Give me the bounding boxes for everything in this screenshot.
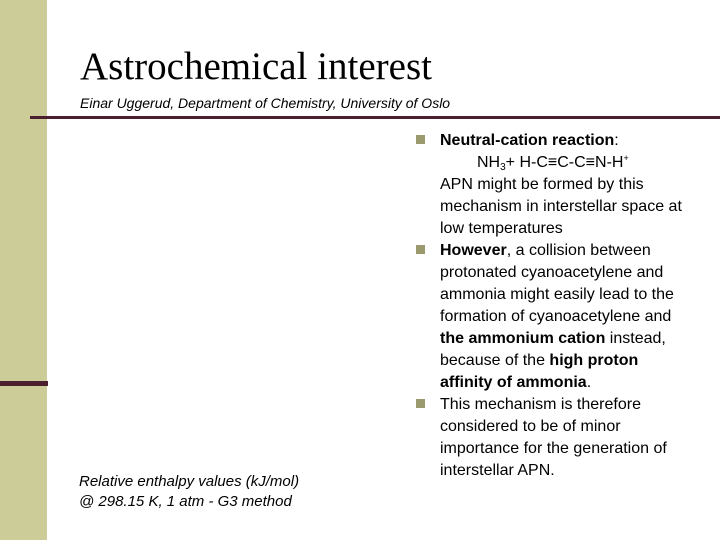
bullet-line: interstellar APN.: [440, 462, 555, 479]
slide-subtitle: Einar Uggerud, Department of Chemistry, University of Oslo: [80, 95, 451, 111]
bullet-line: affinity of ammonia.: [440, 374, 592, 391]
bullet-item-neutral-cation: [416, 130, 716, 240]
figure-caption: [79, 472, 299, 512]
left-accent-band: [0, 0, 47, 540]
reaction-formula: $NH_3+ H-C\equiv C-C\equiv N-H^+$: [477, 153, 629, 173]
square-bullet-icon: [416, 245, 425, 254]
bullet-line: APN might be formed by this: [440, 176, 644, 193]
bullet-line: formation of cyanoacetylene and: [440, 308, 672, 325]
bullet-item-minor-importance: [416, 394, 716, 482]
bullet-line: protonated cyanoacetylene and: [440, 264, 664, 281]
bullet-item-however: [416, 240, 716, 394]
accent-bar: [0, 381, 48, 386]
square-bullet-icon: [416, 399, 425, 408]
bullet-heading: Neutral-cation reaction:: [440, 132, 619, 149]
caption-line: Relative enthalpy values (kJ/mol): [79, 473, 300, 490]
bullet-line: the ammonium cation instead,: [440, 330, 666, 347]
title-divider: [30, 116, 720, 119]
bullet-line: because of the high proton: [440, 352, 639, 369]
bullet-line: considered to be of minor: [440, 418, 621, 435]
caption-line: @ 298.15 K, 1 atm - G3 method: [79, 493, 292, 510]
bullet-list: [416, 130, 716, 482]
bullet-line: low temperatures: [440, 220, 563, 237]
bullet-line: ammonia might easily lead to the: [440, 286, 674, 303]
bullet-line: However, a collision between: [440, 242, 651, 259]
bullet-line: This mechanism is therefore: [440, 396, 641, 413]
bullet-line: importance for the generation of: [440, 440, 667, 457]
bullet-line: mechanism in interstellar space at: [440, 198, 682, 215]
square-bullet-icon: [416, 135, 425, 144]
heading-text: Neutral-cation reaction: [440, 132, 615, 149]
slide-title: Astrochemical interest: [80, 45, 432, 88]
